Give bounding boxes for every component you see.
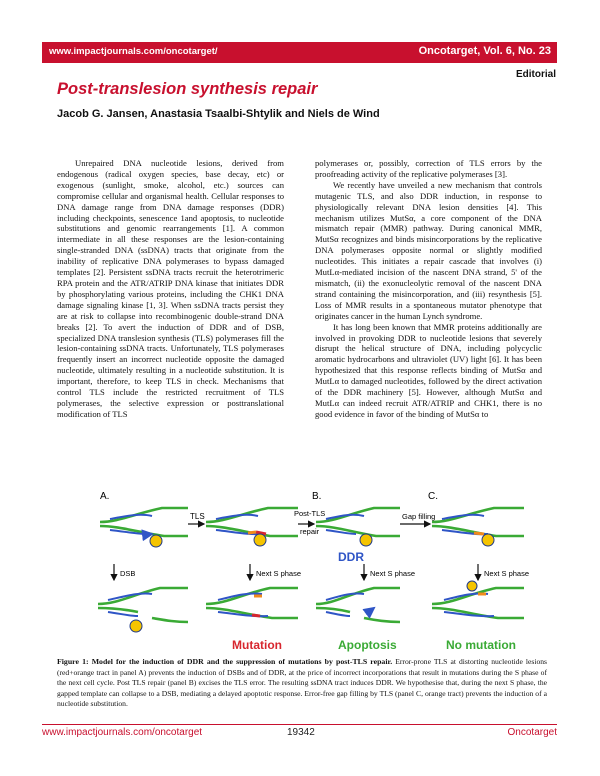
caption-text: Error-prone TLS at distorting nucleotide lesions (red+orange tract in panel A) prevents the induction of DSBs and of DDR, at the price of incorrect incorporations that result in mutations during the S phase of the next cell cycle. Post TLS repair (panel B) excises the TLS error. The resulting ssDNA tract induces DDR. We hypothesise that, during the next S phase, the gapped template can collapse to a DSB, mediating a delayed apoptotic response. Error-free gap filling by TLS (panel C, orange tract) prevents the induction of a nucleotide substitution.	[57, 657, 547, 708]
body-column-1	[57, 158, 284, 420]
next-s-label-2: Next S phase	[370, 569, 416, 578]
article-authors: Jacob G. Jansen, Anastasia Tsaalbi-Shtylik and Niels de Wind	[57, 108, 380, 120]
post-tls-label-2: repair	[300, 527, 320, 536]
fork-bottom-1	[98, 588, 188, 632]
fork-top-2	[206, 508, 298, 546]
page-number: 19342	[287, 727, 315, 738]
fork-top-4	[432, 508, 524, 546]
paragraph: It has long been known that MMR proteins additionally are involved in provoking DDR to nucleotide lesions that severely disrupt the helical structure of DNA, including polycyclic aromatic hydrocarbons and ultraviolet (UV) light [6]. It has been hypothesized that this response reflects binding of MutSα and MutLα to damaged nucleotides, followed by the direct activation of the DDR machinery [5]. However, although MutSα and MutLα can indeed recruit ATR/ATRIP and CHK1, there is no good evidence in favor of the binding of MutSα to	[315, 321, 542, 419]
next-s-label-1: Next S phase	[256, 569, 302, 578]
post-tls-label-1: Post-TLS	[294, 509, 326, 518]
gap-filling-label: Gap filling	[402, 512, 436, 521]
panel-c-label: C.	[428, 491, 438, 502]
caption-title: Figure 1: Model for the induction of DDR and the suppression of mutations by post-TLS repair.	[57, 657, 393, 666]
header-journal: Oncotarget, Vol. 6, No. 23	[418, 45, 551, 57]
article-title: Post-translesion synthesis repair	[57, 80, 318, 98]
panel-a-label: A.	[100, 491, 110, 502]
figure-caption	[57, 657, 547, 710]
header-url[interactable]: www.impactjournals.com/oncotarget/	[49, 46, 218, 57]
panel-b-label: B.	[312, 491, 322, 502]
paragraph: polymerases or, possibly, correction of TLS errors by the proofreading activity of the replicative polymerases [3].	[315, 158, 542, 179]
ddr-label: DDR	[338, 550, 364, 564]
no-mutation-label: No mutation	[446, 638, 516, 652]
figure-1-diagram	[48, 486, 554, 656]
fork-bottom-4	[432, 581, 524, 618]
section-label: Editorial	[515, 69, 556, 80]
fork-bottom-2	[206, 588, 298, 618]
fork-top-3	[316, 508, 400, 546]
mutation-label: Mutation	[232, 638, 282, 652]
header-bar	[42, 42, 557, 63]
next-s-label-3: Next S phase	[484, 569, 530, 578]
paragraph: We recently have unveiled a new mechanism that controls mutagenic TLS, and also DDR induction, in response to physiologically relevant DNA lesion densities [4]. This mechanism utilizes MutSα, a core component of the DNA mismatch repair (MMR) pathway. During canonical MMR, MutSα recognizes and binds misincorporations by the replicative DNA polymerases opposite normal or slightly modified nucleotides. This initiates a repair cascade that involves (i) MutLα-mediated incision of the nascent DNA strand, 5' of the mismatch, (ii) the exonucleolytic removal of the nascent DNA strand containing the misincorporation, and (iii) resynthesis [5]. Loss of MMR results in a spontaneous mutator phenotype that originates cancer in the human Lynch syndrome.	[315, 179, 542, 321]
fork-bottom-3	[316, 588, 400, 622]
paragraph: Unrepaired DNA nucleotide lesions, derived from endogenous (radical oxygen species, base decay, etc) or exogenous (sunlight, smoke, alcohol, etc.) sources can compromise cellular and organismal health. Cellular responses to DNA damage range from DNA damage responses (DDR) including checkpoints, senescence 1and apoptosis, to nucleotide substitutions and genomic rearrangements [1]. A common intermediate in all these responses are the lesion-containing single-stranded DNA (ssDNA) tracts that originate from the inability of replicative DNA polymerases to bypass damaged templates [2]. Persistent ssDNA tracts recruit the heterotrimeric RPA protein and the ATR/ATRIP DNA kinase that initiates DDR by phosphorylating various proteins, including the CHK1 DNA damage signaling kinase [1, 3]. When ssDNA tracts persist they are at risk to collapse into recombinogenic double-strand DNA breaks [2]. To avert the induction of DDR and of DSB, specialized DNA translesion synthesis (TLS) polymerases fill the lesion-containing ssDNA tracts. Unfortunately, TLS polymerases frequently insert an incorrect nucleotide opposite the damaged nucleotide, ultimately resulting in a nucleotide substitution. It is important, therefore, to keep TLS in check. Mechanisms that control TLS include the restricted recruitment of TLS polymerases, the selective expression or posttranslational modification of TLS	[57, 158, 284, 419]
dsb-label: DSB	[120, 569, 136, 578]
apoptosis-label: Apoptosis	[338, 638, 397, 652]
tls-label: TLS	[190, 512, 205, 521]
footer-journal: Oncotarget	[507, 727, 557, 738]
footer-url[interactable]: www.impactjournals.com/oncotarget	[42, 727, 203, 738]
fork-top-1	[100, 508, 188, 547]
body-column-2	[315, 158, 542, 420]
footer-rule	[42, 724, 557, 725]
